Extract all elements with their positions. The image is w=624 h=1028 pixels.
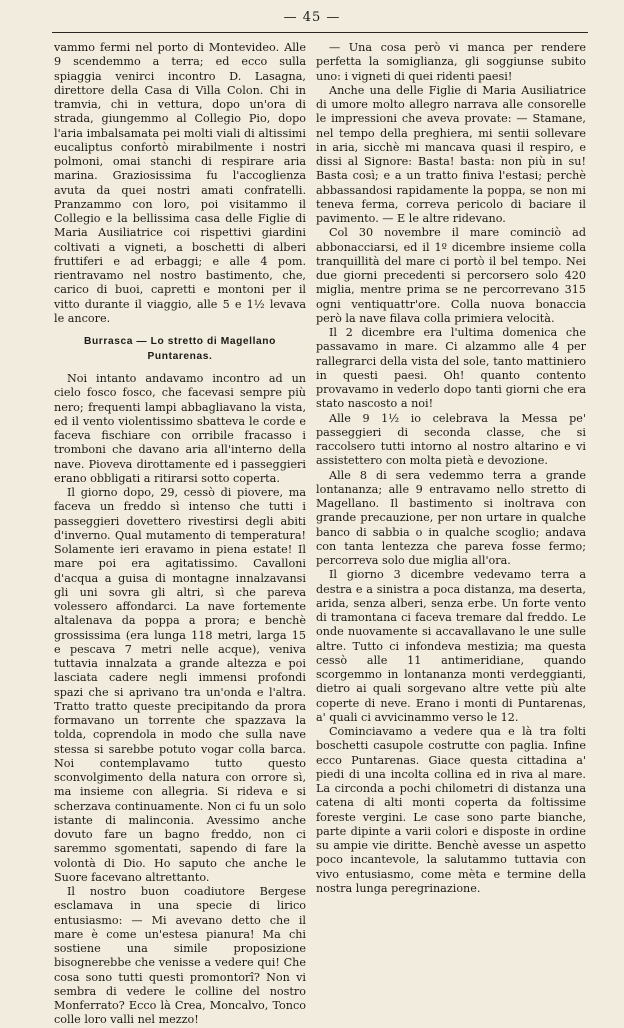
paragraph: Il 2 dicembre era l'ultima domenica che passavamo in mare. Ci alzammo alle 4 per rallegrarci della vista del sole, tanto mattiniero in questi paesi. Oh! quanto contento provavamo in vederlo dopo tanti giorni che era stato nascosto a noi! xyxy=(316,326,586,411)
paragraph: Alle 9 1½ io celebrava la Messa pe' passeggieri di seconda classe, che si raccolsero tutti intorno al nostro altarino e vi assistettero con molta pietà e devozione. xyxy=(316,411,586,468)
page-number: — 45 — xyxy=(283,10,341,25)
right-column xyxy=(316,41,586,896)
paragraph: Noi intanto andavamo incontro ad un cielo fosco fosco, che facevasi sempre più nero; frequenti lampi abbagliavano la vista, ed il vento violentissimo sbatteva le corde e faceva fischiare con orribile fracasso i tromboni che davano aria all'interno della nave. Pioveva dirottamente ed i passeggieri erano obbligati a ritirarsi sotto coperta. xyxy=(54,372,306,485)
left-column xyxy=(54,41,306,1028)
section-heading-line: Puntarenas. xyxy=(147,351,213,362)
header-rule xyxy=(52,32,588,33)
paragraph: Il giorno 3 dicembre vedevamo terra a destra e a sinistra a poca distanza, ma deserta, arida, senza alberi, senza erbe. Un forte vento di tramontana ci faceva tremare dal freddo. Le onde nuovamente si accavallavano le une sulle altre. Tutto ci infondeva mestizia; ma questa cessò alle 11 antimeridiane, quando scorgemmo in lontananza monti verdeggianti, dietro ai quali sorgevano altre vette più alte coperte di neve. Erano i monti di Puntarenas, a' quali ci avvicinammo verso le 12. xyxy=(316,568,586,724)
paragraph: Cominciavamo a vedere qua e là tra folti boschetti casupole costrutte con paglia. Infine ecco Puntarenas. Giace questa cittadina a' piedi di una incolta collina ed in riva al mare. La circonda a pochi chilometri di distanza una catena di alti monti coperta da foltissime foreste vergini. Le case sono parte bianche, parte dipinte a varii colori e disposte in ordine su ampie vie diritte. Benchè avesse un aspetto poco incantevole, la salutammo tuttavia con vivo entusiasmo, come mèta e termine della nostra lunga peregrinazione. xyxy=(316,725,586,895)
section-heading-line: Burrasca — Lo stretto di Magellano xyxy=(84,336,276,347)
paragraph: vammo fermi nel porto di Montevideo. Alle 9 scendemmo a terra; ed ecco sulla spiaggia venirci incontro D. Lasagna, direttore della Casa di Villa Colon. Chi in tramvia, chi in vettura, dopo un'ora di strada, giungemmo al Collegio Pio, dopo l'aria imbalsamata pei molti viali di altissimi eucaliptus confortò mirabilmente i nostri polmoni, omai stanchi di respirare aria marina. Graziosissima fu l'accoglienza avuta da quei nostri amati confratelli. Pranzammo con loro, poi visitammo il Collegio e la bellissima casa delle Figlie di Maria Ausiliatrice coi rispettivi giardini coltivati a vigneti, a boschetti di alberi fruttiferi e ad erbaggi; e alle 4 pom. rientravamo nel nostro bastimento, che, carico di buoi, capretti e montoni per il vitto durante il viaggio, alle 5 e 1½ levava le ancore. xyxy=(54,41,306,325)
paragraph: Col 30 novembre il mare cominciò ad abbonacciarsi, ed il 1º dicembre insieme colla tranquillità del mare ci portò il bel tempo. Nei due giorni precedenti si percorsero solo 420 miglia, mentre prima se ne percorrevano 315 ogni ventiquattr'ore. Colla nuova bonaccia però la nave filava colla primiera velocità. xyxy=(316,226,586,325)
section-heading xyxy=(54,334,306,364)
paragraph: Anche una delle Figlie di Maria Ausiliatrice di umore molto allegro narrava alle consorelle le impressioni che aveva provate: — Stamane, nel tempo della preghiera, mi sentii sollevare in aria, sicchè mi mancava quasi il respiro, e dissi al Signore: Basta! basta: non più in su! Basta così; e a un tratto finiva l'estasi; perchè abbassandosi rapidamente la poppa, se non mi teneva ferma, correva pericolo di baciare il pavimento. — E le altre ridevano. xyxy=(316,83,586,225)
paragraph: Alle 8 di sera vedemmo terra a grande lontananza; alle 9 entravamo nello stretto di Magellano. Il bastimento si inoltrava con grande precauzione, per non urtare in qualche banco di sabbia o in qualche scoglio; andava con tanta lentezza che pareva fosse fermo; percorreva solo due miglia all'ora. xyxy=(316,468,586,567)
paragraph: — Una cosa però vi manca per rendere perfetta la somiglianza, gli soggiunse subito uno: i vigneti di quei ridenti paesi! xyxy=(316,41,586,83)
paragraph: Il nostro buon coadiutore Bergese esclamava in una specie di lirico entusiasmo: — Mi avevano detto che il mare è come un'estesa pianura! Ma chi sostiene una simile proposizione bisognerebbe che venisse a vedere qui! Che cosa sono tutti questi promontorî? Non vi sembra di vedere le colline del nostro Monferrato? Ecco là Crea, Moncalvo, Tonco colle loro valli nel mezzo! xyxy=(54,885,306,1027)
paragraph: Il giorno dopo, 29, cessò di piovere, ma faceva un freddo sì intenso che tutti i passeggieri dovettero rivestirsi degli abiti d'inverno. Qual mutamento di temperatura! Solamente ieri eravamo in piena estate! Il mare poi era agitatissimo. Cavalloni d'acqua a guisa di montagne innalzavansi gli uni sovra gli altri, sì che pareva volessero affondarci. La nave fortemente altalenava da poppa a prora; e benchè grossissima (era lunga 118 metri, larga 15 e pescava 7 metri nelle acque), veniva tuttavia innalzata a grande altezza e poi lasciata cadere negli immensi profondi spazi che si aprivano tra un'onda e l'altra. Tratto tratto queste precipitando da prora formavano un torrente che spazzava la tolda, coprendola in modo che sulla nave stessa si sarebbe potuto vogar colla barca. Noi contemplavamo tutto questo sconvolgimento della natura con orrore sì, ma insieme con allegria. Si rideva e si scherzava continuamente. Non ci fu un solo istante di malinconia. Avessimo anche dovuto fare un bagno freddo, non ci saremmo sgomentati, sapendo di fare la volontà di Dio. Ho saputo che anche le Suore facevano altrettanto. xyxy=(54,486,306,884)
